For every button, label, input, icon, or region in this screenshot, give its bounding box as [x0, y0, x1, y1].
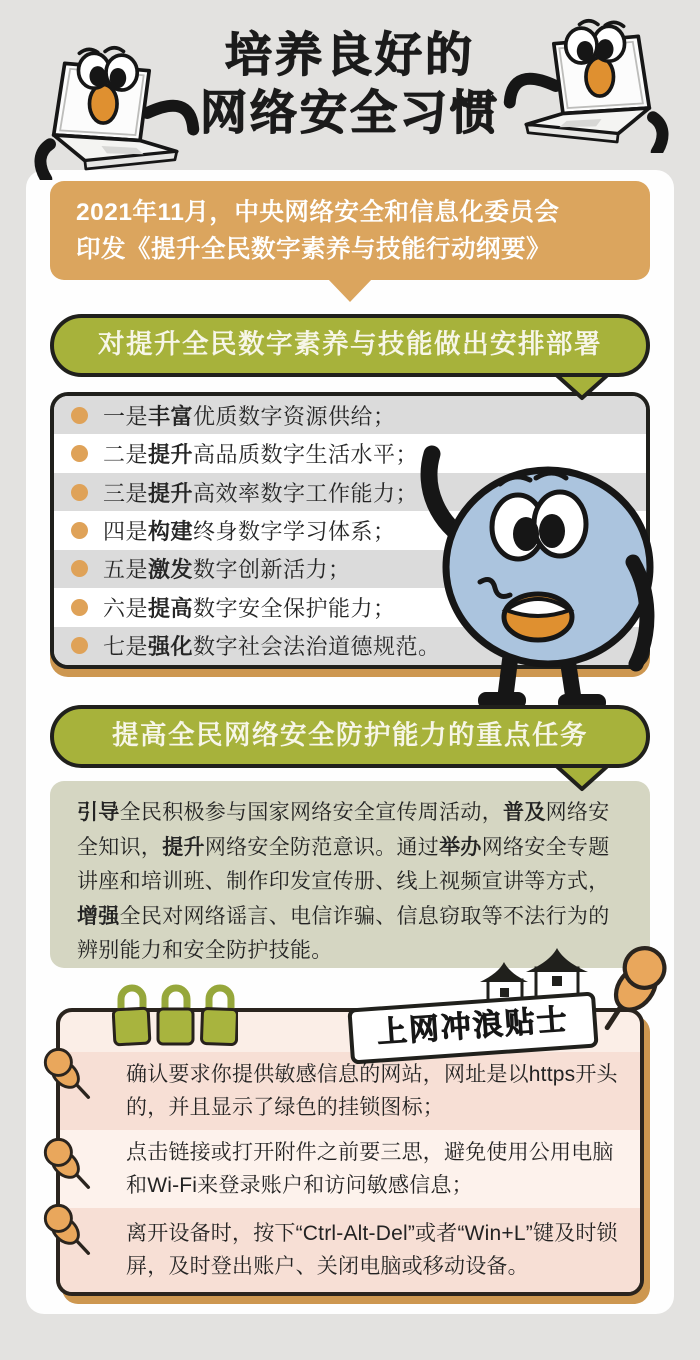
- page-title-line2: 网络安全习惯: [200, 86, 500, 139]
- section1-header: 对提升全民数字素养与技能做出安排部署: [50, 314, 650, 377]
- section2-header: 提高全民网络安全防护能力的重点任务: [50, 705, 650, 768]
- tip-item-2: 点击链接或打开附件之前要三思，避免使用公用电脑和Wi-Fi来登录账户和访问敏感信息；: [60, 1130, 640, 1208]
- bullet-icon: [71, 599, 88, 616]
- list-item: 一是丰富优质数字资源供给；: [54, 396, 646, 434]
- laptop-mascot-left-icon: [30, 45, 205, 180]
- list-item: 三是提升高效率数字工作能力；: [54, 473, 646, 511]
- bullet-icon: [71, 407, 88, 424]
- bullet-icon: [71, 484, 88, 501]
- tips-banner: 上网冲浪贴士: [347, 991, 598, 1064]
- pushpin-icon: [40, 1046, 98, 1104]
- pushpin-icon: [40, 1136, 98, 1194]
- intro-line1: 2021年11月，中央网络安全和信息化委员会: [76, 199, 560, 226]
- bullet-icon: [71, 637, 88, 654]
- padlock-icons: [112, 973, 238, 1051]
- page-title-line1: 培养良好的: [225, 28, 475, 81]
- tasks-paragraph: 引导全民积极参与国家网络安全宣传周活动，普及网络安全知识，提升网络安全防范意识。通过举办网络安全专题讲座和培训班、制作印发宣传册、线上视频宣讲等方式，增强全民对网络谣言、电信诈骗、信息窃取等不法行为的辨别能力和安全防护技能。: [50, 781, 650, 968]
- intro-callout-arrow: [327, 278, 373, 302]
- bullet-icon: [71, 522, 88, 539]
- intro-line2: 印发《提升全民数字素养与技能行动纲要》: [76, 236, 551, 263]
- laptop-mascot-right-icon: [498, 18, 673, 153]
- tip-item-1: 确认要求你提供敏感信息的网站，网址是以https开头的，并且显示了绿色的挂锁图标；: [60, 1052, 640, 1130]
- list-item: 七是强化数字社会法治道德规范。: [54, 627, 646, 665]
- pushpin-icon: [581, 935, 679, 1046]
- pushpin-icon: [40, 1202, 98, 1260]
- tip-item-3: 离开设备时，按下“Ctrl-Alt-Del”或者“Win+L”键及时锁屏，及时登出账户、关闭电脑或移动设备。: [60, 1208, 640, 1292]
- list-item: 六是提高数字安全保护能力；: [54, 588, 646, 626]
- bullet-icon: [71, 560, 88, 577]
- bullet-icon: [71, 445, 88, 462]
- intro-callout: [50, 181, 650, 280]
- list-item: 二是提升高品质数字生活水平；: [54, 434, 646, 472]
- list-item: 四是构建终身数字学习体系；: [54, 511, 646, 549]
- list-item: 五是激发数字创新活力；: [54, 550, 646, 588]
